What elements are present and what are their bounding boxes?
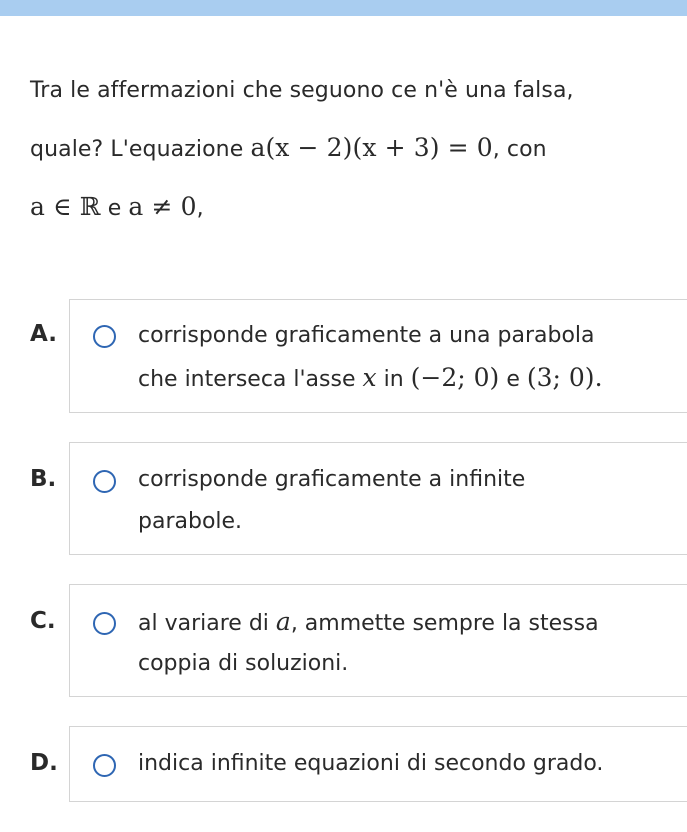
question-con: , con [492,137,547,162]
option-c-line-2: coppia di soluzioni. [138,651,349,676]
option-c-box[interactable] [69,584,687,697]
option-c-text-after: , ammette sempre la stessa [290,611,599,636]
radio-button[interactable] [93,470,116,493]
radio-button[interactable] [93,754,116,777]
option-c-line-1 [138,601,599,645]
question-e: e [107,196,122,221]
question-intro: quale? L'equazione [30,137,244,162]
option-a-and: e [506,367,520,392]
option-letter: B. [30,466,57,492]
variable-x: x [362,363,377,392]
option-b-line-1: corrisponde graficamente a infinite [138,467,526,492]
option-a-line-1: corrisponde graficamente a una parabola [138,323,595,348]
domain-condition: a ∈ ℝ [30,192,101,221]
variable-a: a [275,607,291,636]
option-a-box[interactable] [69,299,687,413]
point-1: (−2; 0) [410,363,500,392]
question-line-1: Tra le affermazioni che seguono ce n'è una falsa, [30,78,574,103]
option-letter: C. [30,608,56,634]
option-a-line-2 [138,357,603,401]
option-a-in: in [383,367,404,392]
option-c-text-before: al variare di [138,611,269,636]
nonzero-condition: a ≠ 0 [128,192,197,221]
point-2: (3; 0) [526,363,595,392]
option-b-box[interactable] [69,442,687,555]
radio-button[interactable] [93,325,116,348]
question-line-3 [30,178,670,237]
option-a-text: che interseca l'asse [138,367,356,392]
option-d-line-1: indica infinite equazioni di secondo grado. [138,751,604,776]
top-accent-bar [0,0,687,16]
question-comma: , [196,196,204,221]
option-letter: A. [30,321,57,347]
option-a-period: . [594,363,603,392]
option-b-line-2: parabole. [138,509,243,534]
question-line-2 [30,119,670,178]
option-letter: D. [30,750,58,776]
question-text [30,62,670,237]
option-d-box[interactable] [69,726,687,802]
equation: a(x − 2)(x + 3) = 0 [250,133,493,162]
radio-button[interactable] [93,612,116,635]
